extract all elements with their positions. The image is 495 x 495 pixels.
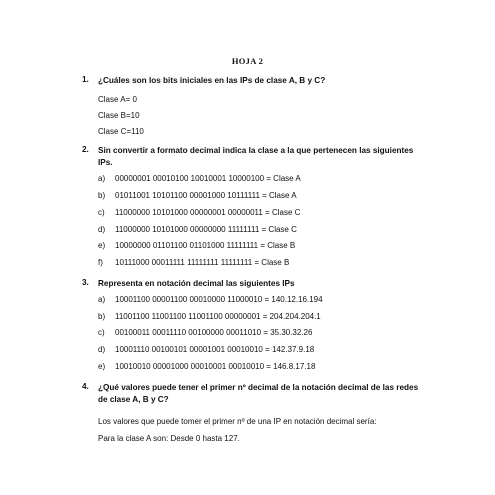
question-2-item-text: 10111000 00011111 11111111 11111111 = Clase B bbox=[115, 258, 290, 267]
question-2-text: Sin convertir a formato decimal indica la clase a la que pertenecen las siguientes IPs. bbox=[98, 146, 414, 167]
question-3-item-letter: a) bbox=[98, 295, 106, 304]
question-3-item-letter: d) bbox=[98, 345, 106, 354]
question-4-number: 4. bbox=[82, 382, 89, 391]
question-2-item-text: 01011001 10101100 00001000 10111111 = Clase A bbox=[115, 191, 297, 200]
question-3-item-text: 10010010 00001000 00010001 00010010 = 146.8.17.18 bbox=[115, 362, 316, 371]
question-3-number: 3. bbox=[82, 278, 89, 287]
question-3-item-letter: b) bbox=[98, 312, 106, 321]
question-2-item-text: 11000000 10101000 00000001 00000011 = Clase C bbox=[115, 208, 301, 217]
question-2-item-letter: d) bbox=[98, 225, 106, 234]
question-2-item-letter: a) bbox=[98, 174, 106, 183]
question-3-item-text: 10001110 00100101 00001001 00010010 = 142.37.9.18 bbox=[115, 345, 315, 354]
question-2-item-letter: b) bbox=[98, 191, 106, 200]
question-1-number: 1. bbox=[82, 75, 89, 84]
question-1-answer-a: Clase A= 0 bbox=[98, 95, 137, 104]
question-2-number: 2. bbox=[82, 145, 89, 154]
question-4-text: ¿Qué valores puede tener el primer nº decimal de la notación decimal de las redes de clase A, B y C? bbox=[98, 383, 419, 404]
question-2-item-letter: e) bbox=[98, 241, 106, 250]
question-3-text: Representa en notación decimal las siguientes IPs bbox=[98, 279, 295, 288]
question-2-item-letter: c) bbox=[98, 208, 105, 217]
page-title: HOJA 2 bbox=[231, 56, 264, 66]
question-2-item-text: 11000000 10101000 00000000 11111111 = Clase C bbox=[115, 225, 297, 234]
question-2-item-text: 00000001 00010100 10010001 10000100 = Clase A bbox=[115, 174, 301, 183]
question-3-item-letter: c) bbox=[98, 328, 105, 337]
question-1-text: ¿Cuáles son los bits iniciales en las IPs de clase A, B y C? bbox=[98, 76, 326, 85]
question-4-paragraph: Para la clase A son: Desde 0 hasta 127. bbox=[98, 434, 240, 443]
question-1-answer-b: Clase B=10 bbox=[98, 111, 140, 120]
question-3-item-text: 11001100 11001100 11001100 00000001 = 204.204.204.1 bbox=[115, 312, 321, 321]
question-1-answer-c: Clase C=110 bbox=[98, 127, 144, 136]
question-3-item-text: 10001100 00001100 00010000 11000010 = 140.12.16.194 bbox=[115, 295, 323, 304]
question-3-item-text: 00100011 00011110 00100000 00011010 = 35.30.32.26 bbox=[115, 328, 313, 337]
question-3-item-letter: e) bbox=[98, 362, 106, 371]
question-2-item-letter: f) bbox=[98, 258, 103, 267]
question-4-paragraph: Los valores que puede tomer el primer nº de una IP en notación decimal sería: bbox=[98, 417, 377, 426]
question-2-item-text: 10000000 01101100 01101000 11111111 = Clase B bbox=[115, 241, 296, 250]
